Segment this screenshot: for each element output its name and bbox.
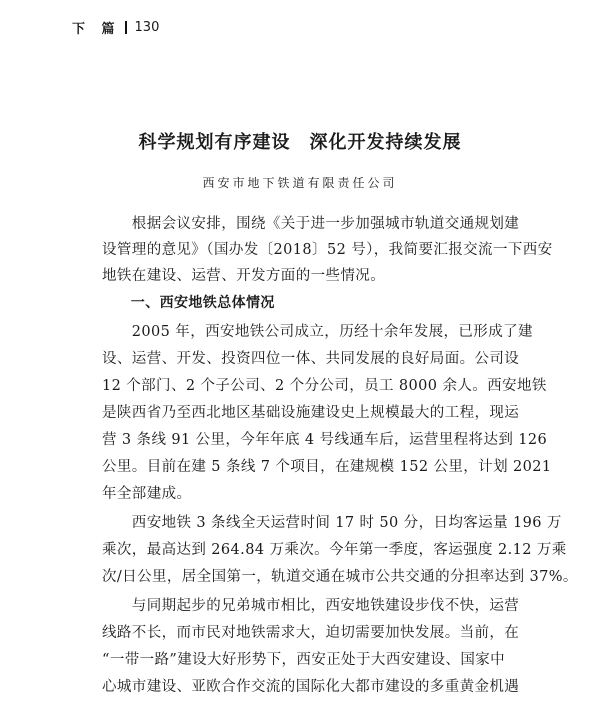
body-line: 公里。目前在建 5 条线 7 个项目，在建规模 152 公里，计划 2021 — [102, 459, 552, 475]
body-line: 12 个部门、2 个子公司、2 个分公司，员工 8000 余人。西安地铁 — [102, 378, 547, 394]
body-line: 营 3 条线 91 公里，今年年底 4 号线通车后，运营里程将达到 126 — [102, 432, 548, 448]
running-header — [72, 18, 159, 37]
header-divider — [125, 21, 127, 34]
body-line: 心城市建设、亚欧合作交流的国际化大都市建设的多重黄金机遇 — [102, 679, 520, 695]
body-line: 西安地铁 3 条线全天运营时间 17 时 50 分，日均客运量 196 万 — [102, 515, 562, 531]
body-line: 次/日公里，居全国第一，轨道交通在城市公共交通的分担率达到 37%。 — [102, 569, 578, 585]
body-line: 与同期起步的兄弟城市相比，西安地铁建设步伐不快，运营 — [102, 598, 520, 614]
page-number: 130 — [134, 20, 160, 35]
body-line: 设管理的意见》（国办发〔2018〕52 号），我简要汇报交流一下西安 — [102, 242, 553, 258]
body-line: 是陕西省乃至西北地区基础设施建设史上规模最大的工程，现运 — [102, 405, 520, 421]
body-line: 2005 年，西安地铁公司成立，历经十余年发展，已形成了建 — [102, 324, 533, 340]
body-line: 设、运营、开发、投资四位一体、共同发展的良好局面。公司设 — [102, 351, 520, 367]
article-title: 科学规划有序建设 深化开发持续发展 — [138, 132, 462, 153]
author-organization: 西安市地下铁道有限责任公司 — [202, 176, 398, 190]
section-heading: 一、西安地铁总体情况 — [102, 295, 275, 311]
body-line: 根据会议安排，围绕《关于进一步加强城市轨道交通规划建 — [102, 216, 520, 232]
body-line: 线路不长，而市民对地铁需求大，迫切需要加快发展。当前，在 — [102, 625, 520, 641]
section-label: 下 篇 — [72, 22, 121, 37]
body-line: “一带一路”建设大好形势下，西安正处于大西安建设、国家中 — [102, 652, 506, 668]
body-line: 年全部建成。 — [102, 486, 192, 502]
body-line: 地铁在建设、运营、开发方面的一些情况。 — [102, 268, 386, 284]
body-line: 乘次，最高达到 264.84 万乘次。今年第一季度，客运强度 2.12 万乘 — [102, 542, 567, 558]
